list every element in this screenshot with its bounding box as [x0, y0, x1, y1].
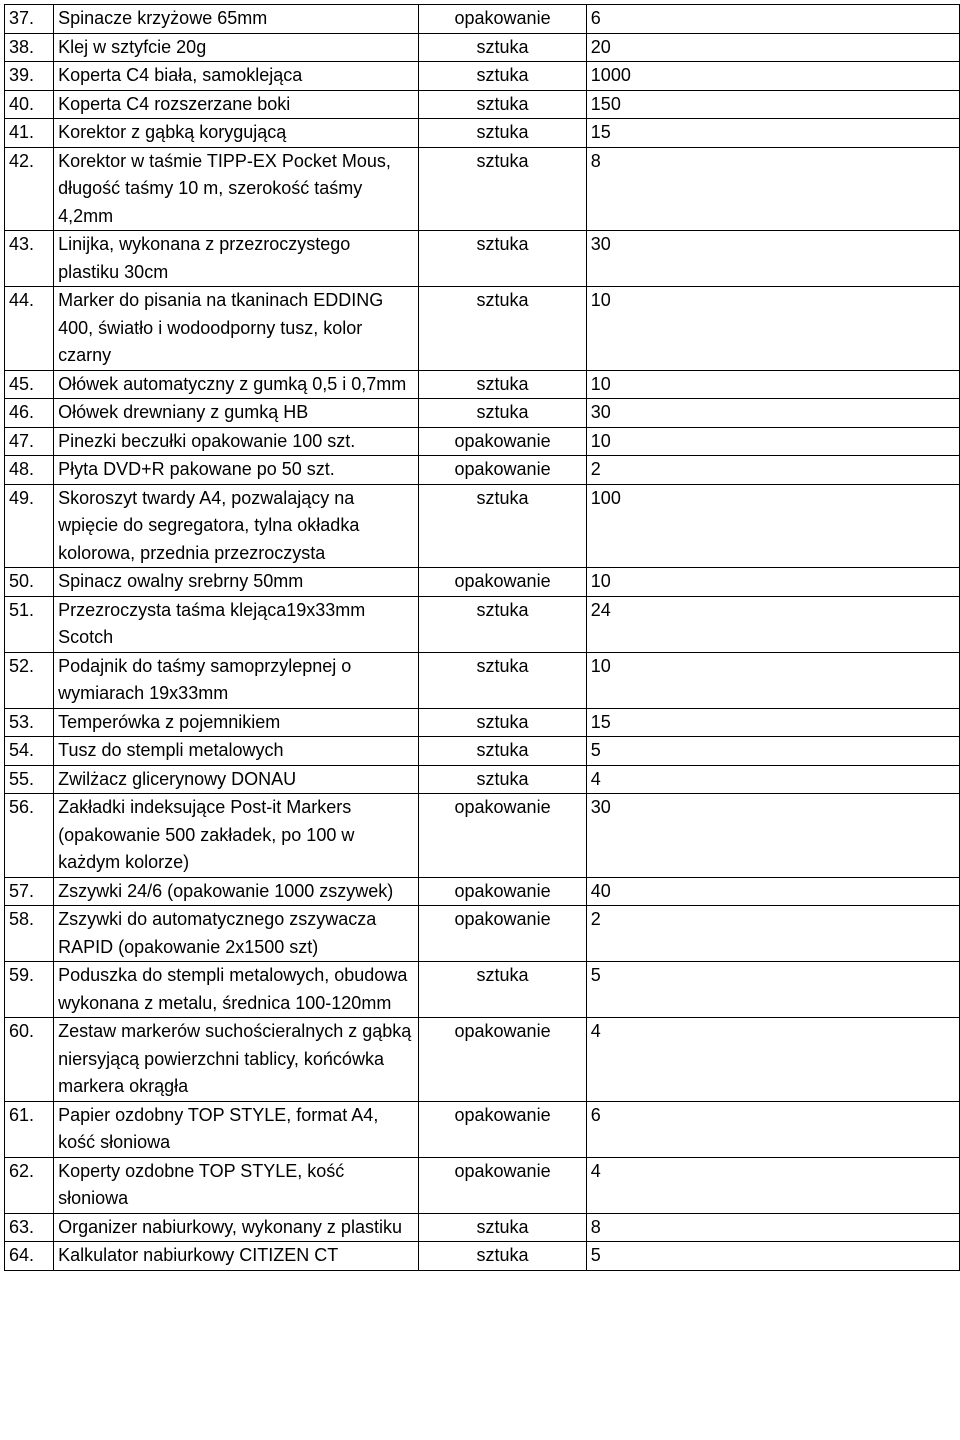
item-quantity-cell: 4: [586, 1157, 959, 1213]
item-unit-cell: opakowanie: [419, 568, 587, 597]
item-name-cell: Marker do pisania na tkaninach EDDING 400, światło i wodoodporny tusz, kolor czarny: [54, 287, 419, 371]
item-name-cell: Ołówek automatyczny z gumką 0,5 i 0,7mm: [54, 370, 419, 399]
item-quantity-cell: 4: [586, 1018, 959, 1102]
table-row: [5, 1213, 960, 1242]
item-number-cell: 46.: [5, 399, 54, 428]
item-number-cell: 49.: [5, 484, 54, 568]
item-name-cell: Zszywki do automatycznego zszywacza RAPID (opakowanie 2x1500 szt): [54, 906, 419, 962]
table-row: [5, 62, 960, 91]
item-number-cell: 52.: [5, 652, 54, 708]
item-unit-cell: opakowanie: [419, 1101, 587, 1157]
table-row: [5, 877, 960, 906]
item-quantity-cell: 10: [586, 568, 959, 597]
table-row: [5, 119, 960, 148]
item-number-cell: 59.: [5, 962, 54, 1018]
item-quantity-cell: 6: [586, 1101, 959, 1157]
table-row: [5, 231, 960, 287]
item-unit-cell: sztuka: [419, 652, 587, 708]
item-unit-cell: sztuka: [419, 596, 587, 652]
item-number-cell: 47.: [5, 427, 54, 456]
item-name-cell: Koperta C4 rozszerzane boki: [54, 90, 419, 119]
item-name-cell: Temperówka z pojemnikiem: [54, 708, 419, 737]
table-row: [5, 708, 960, 737]
item-unit-cell: sztuka: [419, 33, 587, 62]
item-quantity-cell: 10: [586, 652, 959, 708]
item-name-cell: Klej w sztyfcie 20g: [54, 33, 419, 62]
item-quantity-cell: 10: [586, 427, 959, 456]
table-row: [5, 399, 960, 428]
table-row: [5, 1101, 960, 1157]
table-row: [5, 370, 960, 399]
item-quantity-cell: 5: [586, 962, 959, 1018]
item-name-cell: Spinacz owalny srebrny 50mm: [54, 568, 419, 597]
item-unit-cell: sztuka: [419, 484, 587, 568]
item-unit-cell: opakowanie: [419, 794, 587, 878]
item-number-cell: 39.: [5, 62, 54, 91]
table-row: [5, 1242, 960, 1271]
item-name-cell: Zakładki indeksujące Post-it Markers (opakowanie 500 zakładek, po 100 w każdym kolorze): [54, 794, 419, 878]
table-row: [5, 456, 960, 485]
table-row: [5, 147, 960, 231]
item-quantity-cell: 1000: [586, 62, 959, 91]
table-row: [5, 737, 960, 766]
item-name-cell: Tusz do stempli metalowych: [54, 737, 419, 766]
item-number-cell: 50.: [5, 568, 54, 597]
item-quantity-cell: 6: [586, 5, 959, 34]
item-quantity-cell: 30: [586, 231, 959, 287]
item-name-cell: Korektor z gąbką korygującą: [54, 119, 419, 148]
item-quantity-cell: 8: [586, 1213, 959, 1242]
supply-table-body: [5, 5, 960, 1271]
item-name-cell: Koperty ozdobne TOP STYLE, kość słoniowa: [54, 1157, 419, 1213]
item-unit-cell: sztuka: [419, 231, 587, 287]
item-number-cell: 55.: [5, 765, 54, 794]
item-quantity-cell: 24: [586, 596, 959, 652]
item-quantity-cell: 15: [586, 708, 959, 737]
item-quantity-cell: 5: [586, 737, 959, 766]
item-unit-cell: sztuka: [419, 119, 587, 148]
table-row: [5, 5, 960, 34]
item-quantity-cell: 30: [586, 794, 959, 878]
item-number-cell: 44.: [5, 287, 54, 371]
item-name-cell: Poduszka do stempli metalowych, obudowa wykonana z metalu, średnica 100-120mm: [54, 962, 419, 1018]
item-number-cell: 56.: [5, 794, 54, 878]
item-name-cell: Papier ozdobny TOP STYLE, format A4, kość słoniowa: [54, 1101, 419, 1157]
item-name-cell: Koperta C4 biała, samoklejąca: [54, 62, 419, 91]
item-quantity-cell: 5: [586, 1242, 959, 1271]
item-unit-cell: sztuka: [419, 962, 587, 1018]
item-unit-cell: sztuka: [419, 399, 587, 428]
item-number-cell: 54.: [5, 737, 54, 766]
table-row: [5, 33, 960, 62]
table-row: [5, 794, 960, 878]
table-row: [5, 906, 960, 962]
item-number-cell: 37.: [5, 5, 54, 34]
table-row: [5, 962, 960, 1018]
item-quantity-cell: 100: [586, 484, 959, 568]
item-quantity-cell: 20: [586, 33, 959, 62]
item-quantity-cell: 150: [586, 90, 959, 119]
item-quantity-cell: 2: [586, 456, 959, 485]
table-row: [5, 427, 960, 456]
item-unit-cell: opakowanie: [419, 906, 587, 962]
item-name-cell: Kalkulator nabiurkowy CITIZEN CT: [54, 1242, 419, 1271]
item-unit-cell: opakowanie: [419, 5, 587, 34]
item-number-cell: 62.: [5, 1157, 54, 1213]
table-row: [5, 568, 960, 597]
item-number-cell: 64.: [5, 1242, 54, 1271]
item-name-cell: Zszywki 24/6 (opakowanie 1000 zszywek): [54, 877, 419, 906]
table-row: [5, 484, 960, 568]
item-name-cell: Organizer nabiurkowy, wykonany z plastiku: [54, 1213, 419, 1242]
item-number-cell: 40.: [5, 90, 54, 119]
item-unit-cell: sztuka: [419, 62, 587, 91]
item-name-cell: Korektor w taśmie TIPP-EX Pocket Mous, długość taśmy 10 m, szerokość taśmy 4,2mm: [54, 147, 419, 231]
table-row: [5, 1018, 960, 1102]
item-unit-cell: sztuka: [419, 147, 587, 231]
item-name-cell: Linijka, wykonana z przezroczystego plastiku 30cm: [54, 231, 419, 287]
supply-table: [4, 4, 960, 1271]
table-row: [5, 765, 960, 794]
table-row: [5, 287, 960, 371]
item-unit-cell: sztuka: [419, 370, 587, 399]
table-row: [5, 1157, 960, 1213]
table-row: [5, 90, 960, 119]
item-number-cell: 45.: [5, 370, 54, 399]
table-row: [5, 596, 960, 652]
item-quantity-cell: 10: [586, 287, 959, 371]
item-quantity-cell: 40: [586, 877, 959, 906]
item-name-cell: Zestaw markerów suchościeralnych z gąbką niersyjącą powierzchni tablicy, końcówka markera okrągła: [54, 1018, 419, 1102]
item-unit-cell: sztuka: [419, 1242, 587, 1271]
item-name-cell: Zwilżacz glicerynowy DONAU: [54, 765, 419, 794]
item-unit-cell: sztuka: [419, 708, 587, 737]
item-unit-cell: opakowanie: [419, 877, 587, 906]
item-unit-cell: opakowanie: [419, 427, 587, 456]
item-number-cell: 48.: [5, 456, 54, 485]
item-name-cell: Podajnik do taśmy samoprzylepnej o wymiarach 19x33mm: [54, 652, 419, 708]
item-name-cell: Spinacze krzyżowe 65mm: [54, 5, 419, 34]
item-quantity-cell: 4: [586, 765, 959, 794]
item-name-cell: Pinezki beczułki opakowanie 100 szt.: [54, 427, 419, 456]
item-quantity-cell: 30: [586, 399, 959, 428]
item-number-cell: 51.: [5, 596, 54, 652]
item-number-cell: 57.: [5, 877, 54, 906]
item-number-cell: 43.: [5, 231, 54, 287]
item-unit-cell: sztuka: [419, 1213, 587, 1242]
item-number-cell: 53.: [5, 708, 54, 737]
item-number-cell: 58.: [5, 906, 54, 962]
item-number-cell: 63.: [5, 1213, 54, 1242]
item-unit-cell: opakowanie: [419, 1157, 587, 1213]
item-quantity-cell: 8: [586, 147, 959, 231]
item-number-cell: 60.: [5, 1018, 54, 1102]
item-unit-cell: sztuka: [419, 737, 587, 766]
item-quantity-cell: 2: [586, 906, 959, 962]
item-name-cell: Przezroczysta taśma klejąca19x33mm Scotch: [54, 596, 419, 652]
item-number-cell: 61.: [5, 1101, 54, 1157]
item-name-cell: Płyta DVD+R pakowane po 50 szt.: [54, 456, 419, 485]
item-number-cell: 38.: [5, 33, 54, 62]
item-unit-cell: opakowanie: [419, 1018, 587, 1102]
item-unit-cell: opakowanie: [419, 456, 587, 485]
item-number-cell: 42.: [5, 147, 54, 231]
item-unit-cell: sztuka: [419, 90, 587, 119]
item-number-cell: 41.: [5, 119, 54, 148]
item-unit-cell: sztuka: [419, 765, 587, 794]
table-row: [5, 652, 960, 708]
item-quantity-cell: 15: [586, 119, 959, 148]
item-name-cell: Skoroszyt twardy A4, pozwalający na wpięcie do segregatora, tylna okładka kolorowa, przednia przezroczysta: [54, 484, 419, 568]
item-name-cell: Ołówek drewniany z gumką HB: [54, 399, 419, 428]
item-unit-cell: sztuka: [419, 287, 587, 371]
item-quantity-cell: 10: [586, 370, 959, 399]
